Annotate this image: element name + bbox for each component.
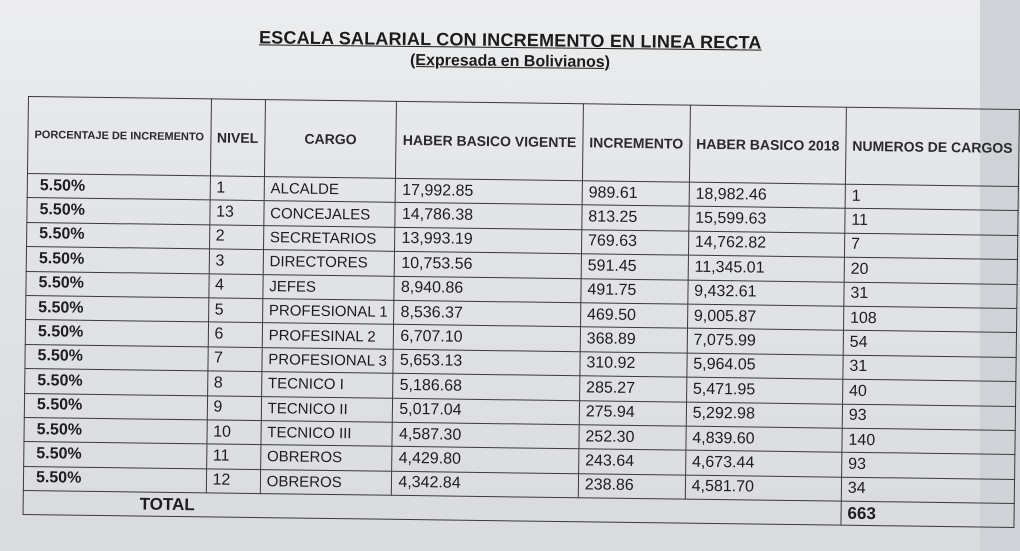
header-haber-vigente: HABER BASICO VIGENTE xyxy=(396,101,583,180)
cell-haber-vigente: 17,992.85 xyxy=(396,178,583,205)
header-incremento: INCREMENTO xyxy=(582,104,690,182)
header-nivel: NIVEL xyxy=(210,99,265,177)
salary-table-wrap xyxy=(23,96,1020,528)
total-value: 663 xyxy=(841,501,1015,528)
cell-nivel: 8 xyxy=(207,371,262,396)
cell-haber-vigente: 4,429.80 xyxy=(392,447,579,474)
cell-nivel: 7 xyxy=(207,347,262,372)
total-label: TOTAL xyxy=(23,491,841,526)
cell-nivel: 4 xyxy=(208,273,263,298)
cell-nivel: 9 xyxy=(207,395,262,420)
cell-haber-2018: 5,964.05 xyxy=(687,353,843,379)
cell-incremento: 769.63 xyxy=(581,230,688,256)
cell-numeros-cargos: 108 xyxy=(843,306,1017,333)
cell-nivel: 12 xyxy=(206,469,261,494)
header-porcentaje: PORCENTAJE DE INCREMENTO xyxy=(27,97,211,176)
cell-haber-vigente: 10,753.56 xyxy=(395,251,582,278)
cell-numeros-cargos: 54 xyxy=(843,331,1017,358)
cell-incremento: 243.64 xyxy=(578,449,685,475)
header-haber-2018: HABER BASICO 2018 xyxy=(689,105,846,184)
cell-numeros-cargos: 93 xyxy=(842,404,1016,431)
cell-haber-2018: 4,581.70 xyxy=(685,475,841,501)
cell-nivel: 1 xyxy=(210,176,265,201)
cell-incremento: 285.27 xyxy=(579,376,686,402)
cell-haber-vigente: 8,536.37 xyxy=(394,300,581,327)
table-header-row xyxy=(27,97,1019,187)
cell-cargo: SECRETARIOS xyxy=(263,225,395,251)
cell-haber-vigente: 4,342.84 xyxy=(392,471,579,498)
cell-haber-2018: 7,075.99 xyxy=(687,328,843,354)
cell-numeros-cargos: 1 xyxy=(845,184,1019,211)
cell-haber-2018: 14,762.82 xyxy=(688,231,844,257)
cell-haber-vigente: 5,653.13 xyxy=(393,349,580,376)
cell-nivel: 3 xyxy=(209,249,264,274)
cell-cargo: CONCEJALES xyxy=(264,201,396,227)
header-cargo: CARGO xyxy=(264,100,397,179)
cell-numeros-cargos: 11 xyxy=(845,209,1019,236)
cell-porcentaje: 5.50% xyxy=(23,466,206,493)
cell-cargo: TECNICO III xyxy=(261,420,393,446)
cell-numeros-cargos: 140 xyxy=(842,428,1016,455)
cell-numeros-cargos: 34 xyxy=(841,477,1015,504)
cell-numeros-cargos: 20 xyxy=(844,257,1018,284)
title-block xyxy=(0,27,1020,72)
cell-porcentaje: 5.50% xyxy=(26,295,209,322)
cell-incremento: 591.45 xyxy=(581,254,688,280)
cell-haber-2018: 4,839.60 xyxy=(686,426,842,452)
cell-haber-vigente: 5,186.68 xyxy=(393,373,580,400)
cell-cargo: OBREROS xyxy=(260,445,392,471)
cell-cargo: TECNICO II xyxy=(261,396,393,422)
cell-numeros-cargos: 31 xyxy=(844,282,1018,309)
cell-porcentaje: 5.50% xyxy=(27,222,210,249)
cell-cargo: PROFESIONAL 3 xyxy=(262,347,394,373)
cell-haber-vigente: 4,587.30 xyxy=(392,422,579,449)
cell-haber-vigente: 8,940.86 xyxy=(394,276,581,303)
cell-incremento: 252.30 xyxy=(579,425,686,451)
cell-porcentaje: 5.50% xyxy=(25,344,208,371)
cell-incremento: 989.61 xyxy=(582,181,689,207)
cell-numeros-cargos: 7 xyxy=(844,233,1018,260)
cell-nivel: 11 xyxy=(206,444,261,469)
cell-nivel: 6 xyxy=(208,322,263,347)
cell-cargo: ALCALDE xyxy=(264,177,396,203)
cell-haber-vigente: 13,993.19 xyxy=(395,227,582,254)
cell-numeros-cargos: 31 xyxy=(843,355,1017,382)
cell-incremento: 310.92 xyxy=(580,351,687,377)
cell-haber-2018: 18,982.46 xyxy=(689,182,845,208)
cell-haber-2018: 15,599.63 xyxy=(689,207,845,233)
cell-cargo: DIRECTORES xyxy=(263,250,395,276)
cell-porcentaje: 5.50% xyxy=(26,271,209,298)
cell-nivel: 5 xyxy=(208,298,263,323)
cell-porcentaje: 5.50% xyxy=(24,393,207,420)
cell-porcentaje: 5.50% xyxy=(24,417,207,444)
cell-haber-2018: 11,345.01 xyxy=(688,255,844,281)
cell-haber-vigente: 6,707.10 xyxy=(394,325,581,352)
header-numeros-cargos: NUMEROS DE CARGOS xyxy=(845,107,1019,186)
cell-numeros-cargos: 93 xyxy=(841,452,1015,479)
cell-haber-2018: 4,673.44 xyxy=(685,450,841,476)
cell-porcentaje: 5.50% xyxy=(27,173,210,200)
cell-haber-vigente: 14,786.38 xyxy=(395,203,582,230)
cell-cargo: JEFES xyxy=(263,274,395,300)
cell-cargo: TECNICO I xyxy=(261,372,393,398)
document-title: ESCALA SALARIAL CON INCREMENTO EN LINEA RECTA xyxy=(258,27,762,53)
cell-nivel: 13 xyxy=(209,200,264,225)
cell-cargo: OBREROS xyxy=(260,469,392,495)
cell-incremento: 469.50 xyxy=(580,303,687,329)
cell-haber-2018: 5,292.98 xyxy=(686,402,842,428)
cell-cargo: PROFESINAL 2 xyxy=(262,323,394,349)
cell-incremento: 275.94 xyxy=(579,400,686,426)
cell-numeros-cargos: 40 xyxy=(842,379,1016,406)
document-subtitle: (Expresada en Bolivianos) xyxy=(409,51,611,72)
cell-haber-2018: 9,005.87 xyxy=(687,304,843,330)
cell-porcentaje: 5.50% xyxy=(24,442,207,469)
cell-nivel: 10 xyxy=(206,420,261,445)
cell-incremento: 368.89 xyxy=(580,327,687,353)
cell-incremento: 813.25 xyxy=(582,205,689,231)
cell-incremento: 491.75 xyxy=(581,278,688,304)
cell-incremento: 238.86 xyxy=(578,473,685,499)
cell-porcentaje: 5.50% xyxy=(25,369,208,396)
cell-porcentaje: 5.50% xyxy=(27,198,210,225)
salary-table xyxy=(23,96,1020,528)
cell-haber-vigente: 5,017.04 xyxy=(393,398,580,425)
cell-haber-2018: 5,471.95 xyxy=(686,377,842,403)
cell-haber-2018: 9,432.61 xyxy=(688,280,844,306)
cell-porcentaje: 5.50% xyxy=(25,320,208,347)
cell-porcentaje: 5.50% xyxy=(26,247,209,274)
cell-cargo: PROFESIONAL 1 xyxy=(262,299,394,325)
cell-nivel: 2 xyxy=(209,225,264,250)
